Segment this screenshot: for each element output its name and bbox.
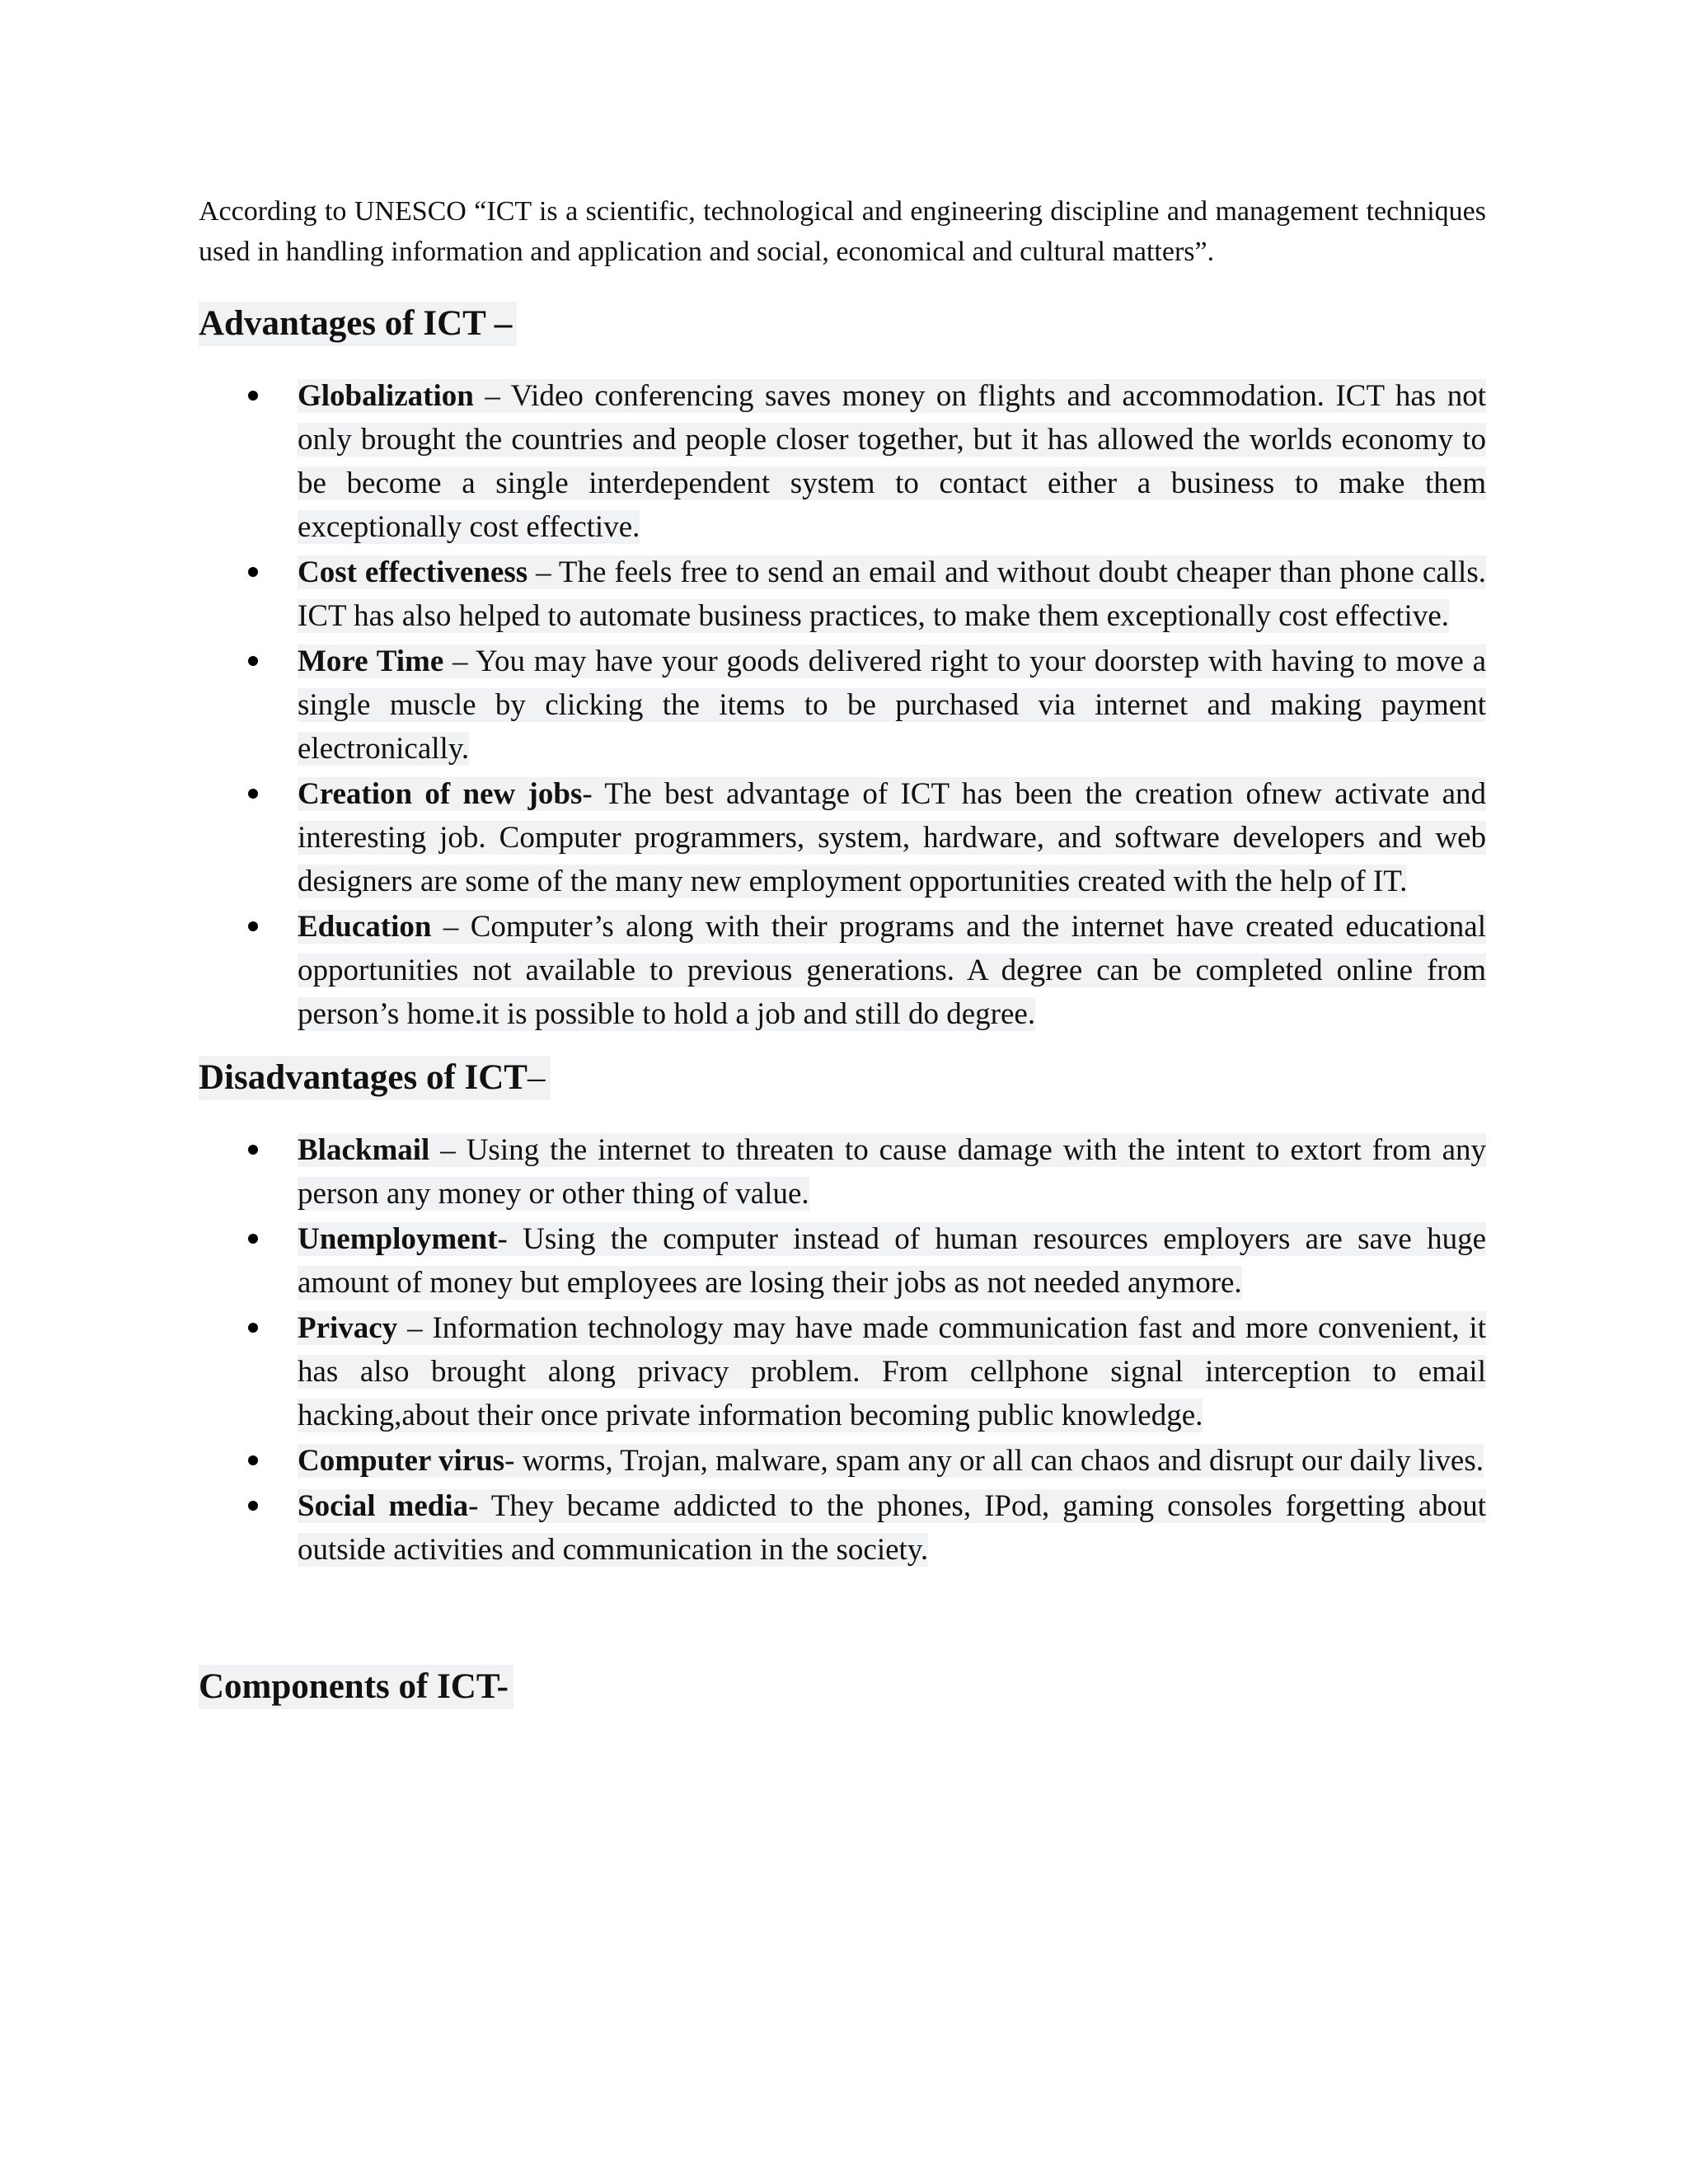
intro-paragraph: According to UNESCO “ICT is a scientific, technological and engineering discipline and management techniques used in handling information and application and social, economical and cultural matters”. <box>199 196 1486 267</box>
disadvantages-list <box>199 1128 1486 1572</box>
item-text: - The best advantage of ICT has been the creation ofnew activate and interesting job. Computer programmers, system, hardware, and software developers and web designers are some of the many new employment opportunities created with the help of IT. <box>298 777 1486 898</box>
item-term: Privacy <box>298 1311 398 1345</box>
disadvantages-heading-text: Disadvantages of ICT <box>199 1058 528 1097</box>
item-term: Cost effectiveness <box>298 555 528 589</box>
list-item <box>199 1484 1486 1572</box>
list-item <box>199 551 1486 638</box>
document-page <box>199 191 1486 1709</box>
bullet-icon <box>248 789 258 799</box>
advantages-list <box>199 374 1486 1036</box>
bullet-icon <box>248 1501 258 1511</box>
item-term: Creation of new jobs <box>298 777 583 811</box>
bullet-icon <box>248 1455 258 1465</box>
item-text: – You may have your goods delivered right to your doorstep with having to move a single muscle by clicking the items to be purchased via internet and making payment electronically. <box>298 644 1486 766</box>
item-text: – Computer’s along with their programs and the internet have created educational opportunities not available to previous generations. A degree can be completed online from person’s home.it is possible to hold a job and still do degree. <box>298 910 1486 1031</box>
item-text: - They became addicted to the phones, IPod, gaming consoles forgetting about outside activities and communication in the society. <box>298 1489 1486 1567</box>
item-term: Education <box>298 910 432 944</box>
bullet-icon <box>248 567 258 577</box>
item-text: – Using the internet to threaten to cause damage with the intent to extort from any person any money or other thing of value. <box>298 1133 1486 1211</box>
disadvantages-heading <box>199 1056 551 1100</box>
item-text: - worms, Trojan, malware, spam any or all can chaos and disrupt our daily lives. <box>504 1444 1484 1478</box>
item-term: Blackmail <box>298 1133 430 1167</box>
advantages-heading: Advantages of ICT – <box>199 302 517 346</box>
bullet-icon <box>248 921 258 931</box>
item-text: – Information technology may have made communication fast and more convenient, it has also brought along privacy problem. From cellphone signal interception to email hacking,about their once private information becoming public knowledge. <box>298 1311 1486 1432</box>
item-text: – Video conferencing saves money on flights and accommodation. ICT has not only brought the countries and people closer together, but it has allowed the worlds economy to be become a single interdependent system to contact either a business to make them exceptionally cost effective. <box>298 379 1486 544</box>
list-item <box>199 1306 1486 1437</box>
components-heading: Components of ICT- <box>199 1665 513 1709</box>
item-text: - Using the computer instead of human resources employers are save huge amount of money but employees are losing their jobs as not needed anymore. <box>298 1222 1486 1300</box>
bullet-icon <box>248 656 258 666</box>
item-term: Globalization <box>298 379 474 413</box>
bullet-icon <box>248 1234 258 1244</box>
item-term: Computer virus <box>298 1444 505 1478</box>
list-item <box>199 1217 1486 1305</box>
item-term: Unemployment <box>298 1222 498 1256</box>
bullet-icon <box>248 1323 258 1333</box>
item-term: More Time <box>298 644 444 678</box>
bullet-icon <box>248 1145 258 1155</box>
item-term: Social media <box>298 1489 469 1523</box>
bullet-icon <box>248 391 258 401</box>
list-item <box>199 772 1486 903</box>
disadvantages-heading-dash: – <box>528 1058 546 1097</box>
list-item <box>199 1128 1486 1216</box>
list-item <box>199 1439 1486 1483</box>
list-item <box>199 640 1486 771</box>
list-item <box>199 374 1486 549</box>
item-text: – The feels free to send an email and without doubt cheaper than phone calls. ICT has also helped to automate business practices, to make them exceptionally cost effective. <box>298 555 1486 633</box>
list-item <box>199 905 1486 1036</box>
